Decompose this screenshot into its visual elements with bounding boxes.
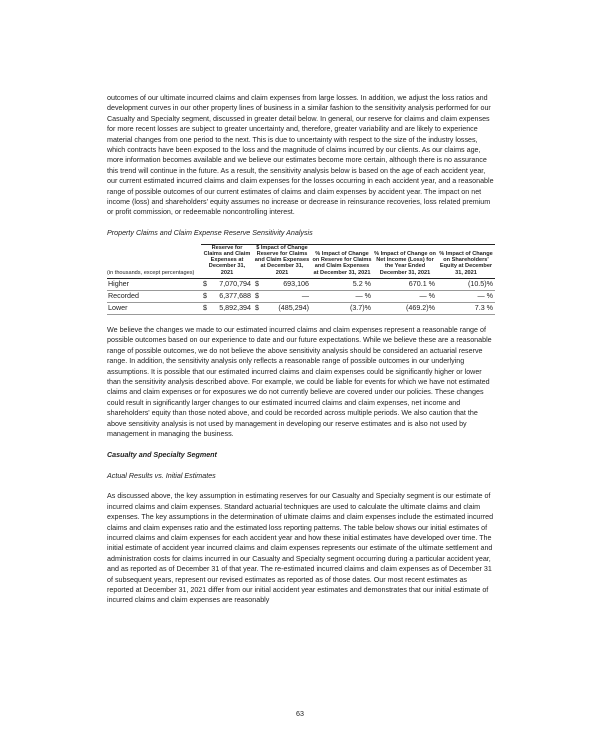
header-dollar-impact: $ Impact of Change Reserve for Claims and Claim Expenses at December 31, 2021 (253, 244, 311, 278)
pct-reserve-value: (3.7)% (311, 302, 373, 314)
header-pct-reserve: % Impact of Change on Reserve for Claims and Claim Expenses at December 31, 2021 (311, 244, 373, 278)
reserve-cell (201, 290, 253, 302)
table-row (107, 290, 495, 302)
pct-income-value: (469.2)% (373, 302, 437, 314)
impact-value: 693,106 (283, 280, 309, 289)
pct-income-value: — % (373, 290, 437, 302)
reserve-cell (201, 278, 253, 290)
impact-cell (253, 302, 311, 314)
paragraph-sensitivity-intro: outcomes of our ultimate incurred claims and claim expenses from large losses. In addition, we adjust the loss ratios and development curves in our other property lines of business in a similar fashion to the sensitivity analysis performed for our Casualty and Specialty segment, discussed in greater detail below. In general, our reserve for claims and claim expenses for more recent losses are subject to greater uncertainty and, therefore, greater variability and are likely to experience material changes from one period to the next. This is due to uncertainty with respect to the size of the industry losses, which contracts have been exposed to the loss and the magnitude of claims incurred by our clients. As our claims age, more information becomes available and we believe our estimates become more certain, although there is no assurance this trend will continue in the future. As a result, the sensitivity analysis below is based on the age of each accident year, our current estimated incurred claims and claim expenses for the losses occurring in each accident year, and a reasonable range of possible outcomes of our current estimates of claims and claim expenses by accident year. The impact on net income (loss) and shareholders' equity assumes no increase or decrease in reinsurance recoveries, loss related premium or profit commission, or redeemable noncontrolling interest. (107, 94, 494, 217)
pct-equity-value: 7.3 % (437, 302, 495, 314)
pct-reserve-value: 5.2 % (311, 278, 373, 290)
sensitivity-table (107, 244, 495, 315)
currency-symbol: $ (255, 280, 259, 289)
subsection-heading: Actual Results vs. Initial Estimates (107, 472, 216, 481)
document-page (107, 93, 495, 606)
reserve-cell (201, 302, 253, 314)
paragraph-sensitivity-caveat: We believe the changes we made to our estimated incurred claims and claim expenses represent a reasonable range of possible outcomes based on our experience to date and our future expectations. While we believe these are a reasonable range of possible outcomes, we do not believe the above sensitivity analysis should be considered an actuarial reserve range. In addition, the sensitivity analysis only reflects a reasonable range of possible outcomes in our underlying assumptions. It is possible that our estimated incurred claims and claim expenses could be significantly higher or lower than the sensitivity analysis described above. For example, we could be liable for events for which we have not estimated claims and claim expenses or for exposures we do not currently believe are covered under our policies. These changes could result in significantly larger changes to our estimated incurred claims and claim expenses, net income and shareholders' equity than those noted above, and could be recorded across multiple periods. We also caution that the above sensitivity analysis is not used by management in developing our reserve estimates and is also not used by management in managing the business. (107, 325, 492, 438)
reserve-value: 5,892,394 (219, 304, 251, 313)
header-pct-income: % Impact of Change on Net Income (Loss) for the Year Ended December 31, 2021 (373, 244, 437, 278)
row-label: Recorded (107, 290, 201, 302)
impact-value: — (301, 292, 309, 301)
pct-equity-value: — % (437, 290, 495, 302)
page-number: 63 (296, 710, 304, 718)
table-caption: Property Claims and Claim Expense Reserve Sensitivity Analysis (107, 228, 313, 237)
row-label: Higher (107, 278, 201, 290)
currency-symbol: $ (255, 292, 259, 301)
reserve-value: 7,070,794 (219, 280, 251, 289)
header-reserve: Reserve for Claims and Claim Expenses at December 31, 2021 (201, 244, 253, 278)
currency-symbol: $ (203, 292, 207, 301)
impact-value: (485,294) (278, 304, 309, 313)
pct-equity-value: (10.5)% (437, 278, 495, 290)
currency-symbol: $ (255, 304, 259, 313)
impact-cell (253, 290, 311, 302)
header-pct-equity: % Impact of Change on Shareholders' Equity at December 31, 2021 (437, 244, 495, 278)
header-label: (in thousands, except percentages) (107, 244, 201, 278)
table-row (107, 278, 495, 290)
impact-cell (253, 278, 311, 290)
currency-symbol: $ (203, 304, 207, 313)
table-row (107, 302, 495, 314)
paragraph-casualty-estimates: As discussed above, the key assumption in estimating reserves for our Casualty and Specialty segment is our estimate of incurred claims and claim expenses. Standard actuarial techniques are used to calculate the ultimate claims and claim expenses. The key assumptions in the determination of ultimate claims and claim expenses include the estimated incurred claims and claim expenses ratio and the estimated loss reporting patterns. The table below shows our initial estimates of incurred claims and claim expenses for each accident year and how these initial estimates have developed over time. The initial estimate of accident year incurred claims and claim expenses represents our estimate of the ultimate settlement and administration costs for claims incurred in our Casualty and Specialty segment occurring during a particular accident year, and as reported as of December 31 of that year. The re-estimated incurred claims and claim expenses as of December 31 of subsequent years, represent our revised estimates as reported as of those dates. Our most recent estimates as reported at December 31, 2021 differ from our initial accident year estimates and demonstrates that our initial estimate of incurred claims and claim expenses are reasonably (107, 492, 494, 605)
section-heading: Casualty and Specialty Segment (107, 451, 217, 460)
row-label: Lower (107, 302, 201, 314)
pct-reserve-value: — % (311, 290, 373, 302)
pct-income-value: 670.1 % (373, 278, 437, 290)
reserve-value: 6,377,688 (219, 292, 251, 301)
currency-symbol: $ (203, 280, 207, 289)
